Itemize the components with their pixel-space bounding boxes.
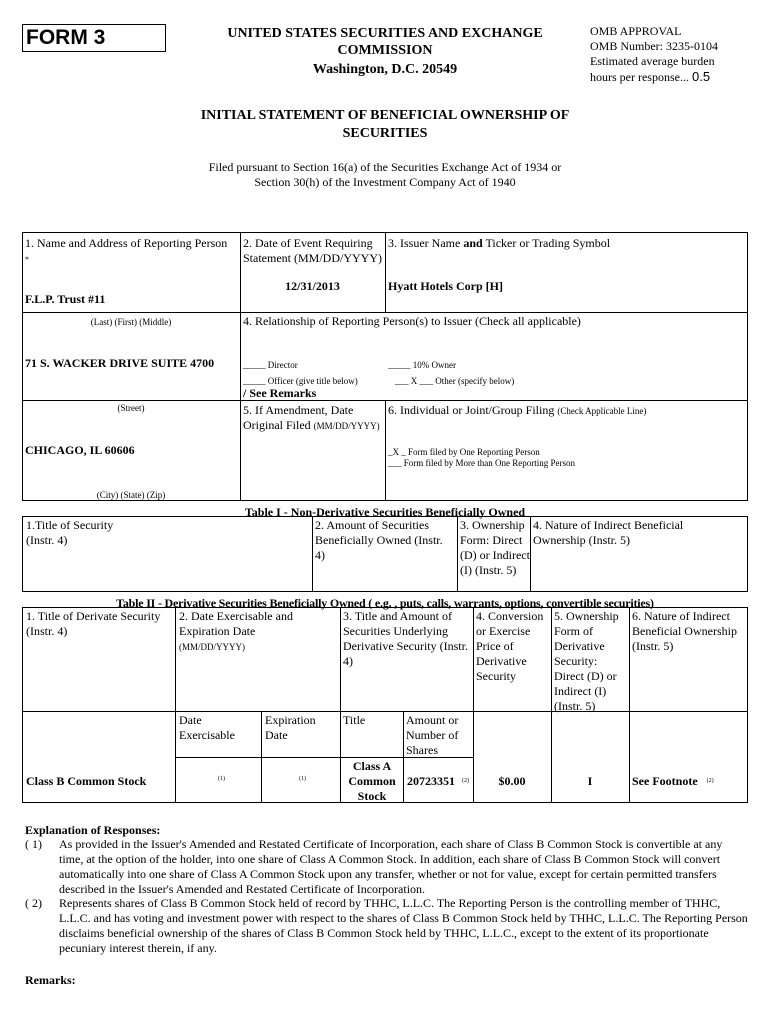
relationship-officer: _____ Officer (give title below) — [243, 376, 358, 386]
t2-col-nature: 6. Nature of Indirect Beneficial Ownership (Instr. 5) — [632, 609, 737, 653]
divider — [629, 607, 630, 803]
divider — [340, 607, 341, 803]
omb-hours-value: 0.5 — [691, 69, 711, 84]
sub-expiration-date: Expiration Date — [265, 713, 316, 742]
divider — [385, 232, 386, 312]
underlying-amount — [407, 774, 469, 789]
sub-amount: Amount or Number of Shares — [406, 713, 459, 757]
box3-label-and: and — [463, 236, 483, 250]
divider — [240, 232, 241, 501]
divider — [403, 711, 404, 803]
t1-col-title: 1.Title of Security (Instr. 4) — [26, 518, 114, 547]
filing-option-one: _X _ Form filed by One Reporting Person — [388, 447, 540, 457]
box2-label: 2. Date of Event Requiring Statement (MM/DD/YYYY) — [243, 236, 382, 265]
sub-title: Title — [343, 713, 366, 727]
divider — [22, 400, 748, 401]
reporting-person-name: F.L.P. Trust #11 — [25, 292, 106, 306]
filing-option-group: ___ Form filed by More than One Reporting Person — [388, 458, 575, 468]
relationship-other: ___ X ___ Other (specify below) — [395, 376, 515, 386]
name-hint: (Last) (First) (Middle) — [90, 317, 172, 327]
table2-title-text: Table II - Derivative Securities Beneficially Owned ( e.g. , puts, calls, warrants, options, convertible securities) — [116, 596, 654, 610]
form-title: INITIAL STATEMENT OF BENEFICIAL OWNERSHIP OF SECURITIES — [200, 108, 570, 141]
box3-label-b: Ticker or Trading Symbol — [482, 236, 611, 250]
box3-label — [388, 236, 746, 251]
form-label: FORM 3 — [26, 26, 106, 49]
divider — [530, 516, 531, 592]
form-label-box — [22, 24, 166, 52]
nature-of-ownership-value: See Footnote — [632, 774, 698, 788]
footnote-1-number: ( 1) — [25, 837, 42, 851]
ownership-form: I — [587, 774, 593, 788]
expiration-footnote: (1) — [299, 776, 306, 782]
relationship-ten-percent: _____ 10% Owner — [388, 360, 456, 370]
table1-title: Table I - Non-Derivative Securities Beneficially Owned — [244, 505, 526, 519]
omb-approval — [590, 24, 760, 85]
t2-col-dates — [179, 609, 337, 654]
t1-col-ownership: 3. Ownership Form: Direct (D) or Indirect (I) (Instr. 5) — [460, 518, 530, 577]
divider — [22, 312, 240, 313]
filed-pursuant: Filed pursuant to Section 16(a) of the Securities Exchange Act of 1934 or Section 30(h) of the Investment Company Act of 1940 — [208, 160, 562, 189]
box5-label — [243, 403, 385, 433]
relationship-remarks: / See Remarks — [243, 386, 317, 400]
t2-col-title: 1. Title of Derivate Security (Instr. 4) — [26, 609, 161, 638]
date-exercisable-footnote: (1) — [218, 776, 225, 782]
sub-date-exercisable: Date Exercisable — [179, 713, 235, 742]
box5-label-text: 5. If Amendment, Date Original Filed — [243, 403, 354, 432]
relationship-director: _____ Director — [243, 360, 298, 370]
nature-footnote: (2) — [706, 778, 714, 784]
conversion-price: $0.00 — [498, 774, 526, 788]
t1-col-amount: 2. Amount of Securities Beneficially Owned (Instr. 4) — [315, 518, 443, 562]
box6-label-text: 6. Individual or Joint/Group Filing — [388, 403, 555, 417]
footnote-2-number: ( 2) — [25, 896, 42, 910]
divider — [312, 516, 313, 592]
divider — [385, 400, 386, 501]
omb-hours-label: hours per response... — [590, 70, 689, 84]
street-hint: (Street) — [117, 403, 145, 413]
t2-col-conversion: 4. Conversion or Exercise Price of Derivative Security — [476, 609, 544, 683]
divider — [175, 607, 176, 803]
omb-title: OMB APPROVAL — [590, 24, 682, 38]
t2-col-ownership: 5. Ownership Form of Derivative Security: Direct (D) or Indirect (I) (Instr. 5) — [554, 609, 619, 713]
box1-label — [25, 236, 239, 266]
underlying-amount-value: 20723351 — [407, 774, 455, 788]
t2-col-underlying: 3. Title and Amount of Securities Underlying Derivative Security (Instr. 4) — [343, 609, 468, 668]
reporting-person-street: 71 S. WACKER DRIVE SUITE 4700 — [25, 356, 215, 370]
omb-hours — [590, 69, 760, 85]
agency-city: Washington, D.C. 20549 — [312, 62, 458, 77]
divider — [457, 516, 458, 592]
underlying-amount-footnote: (2) — [462, 778, 469, 784]
box5-hint: (MM/DD/YYYY) — [313, 421, 380, 431]
t1-col-nature: 4. Nature of Indirect Beneficial Ownership (Instr. 5) — [533, 518, 684, 547]
divider — [261, 711, 262, 803]
city-hint: (City) (State) (Zip) — [96, 490, 166, 500]
derivative-security-title: Class B Common Stock — [26, 774, 147, 788]
box6-label — [388, 403, 746, 418]
footnote-1-text: As provided in the Issuer's Amended and Restated Certificate of Incorporation, each share of Class B Common Stock is convertible at any time, at the option of the holder, into one share of Class A Common Stock. In addition, each share of Class B Common Stock will convert automatically into one share of Class A Common Stock upon any transfer, whether or not for value, except for certain permitted transfers described in the Issuer's Amended and Restated Certificate of Incorporation. — [59, 837, 723, 896]
remarks-label: Remarks: — [25, 973, 76, 987]
box1-ref: * — [25, 255, 29, 264]
agency-name: UNITED STATES SECURITIES AND EXCHANGE COMMISSION — [227, 26, 543, 58]
nature-of-ownership — [632, 774, 714, 789]
underlying-title: Class A Common Stock — [348, 759, 396, 803]
box6-hint: (Check Applicable Line) — [557, 406, 647, 416]
t2-col-dates-hint: (MM/DD/YYYY) — [179, 642, 245, 652]
issuer-name: Hyatt Hotels Corp [H] — [388, 279, 503, 293]
divider — [22, 711, 748, 712]
box4-label: 4. Relationship of Reporting Person(s) to Issuer (Check all applicable) — [243, 314, 581, 328]
box3-label-a: 3. Issuer Name — [388, 236, 464, 250]
t2-col-dates-text: 2. Date Exercisable and Expiration Date — [179, 609, 293, 638]
box1-label-text: 1. Name and Address of Reporting Person — [25, 236, 228, 250]
omb-burden: Estimated average burden — [590, 54, 715, 68]
event-date: 12/31/2013 — [285, 279, 340, 293]
explanation-heading: Explanation of Responses: — [25, 823, 161, 837]
divider — [240, 312, 748, 313]
omb-number: OMB Number: 3235-0104 — [590, 39, 718, 53]
reporting-person-city: CHICAGO, IL 60606 — [25, 443, 135, 457]
footnote-2-text: Represents shares of Class B Common Stock held of record by THHC, L.L.C. The Reporting Person is the controlling member of THHC, L.L.C. and has voting and investment power with respect to the shares of Class B Common Stock held by THHC, L.L.C. The Reporting Person disclaims beneficial ownership of the shares of Class B Common Stock held by THHC, L.L.C., except to the extent of its proportionate pecuniary interest therein, if any. — [59, 896, 748, 955]
